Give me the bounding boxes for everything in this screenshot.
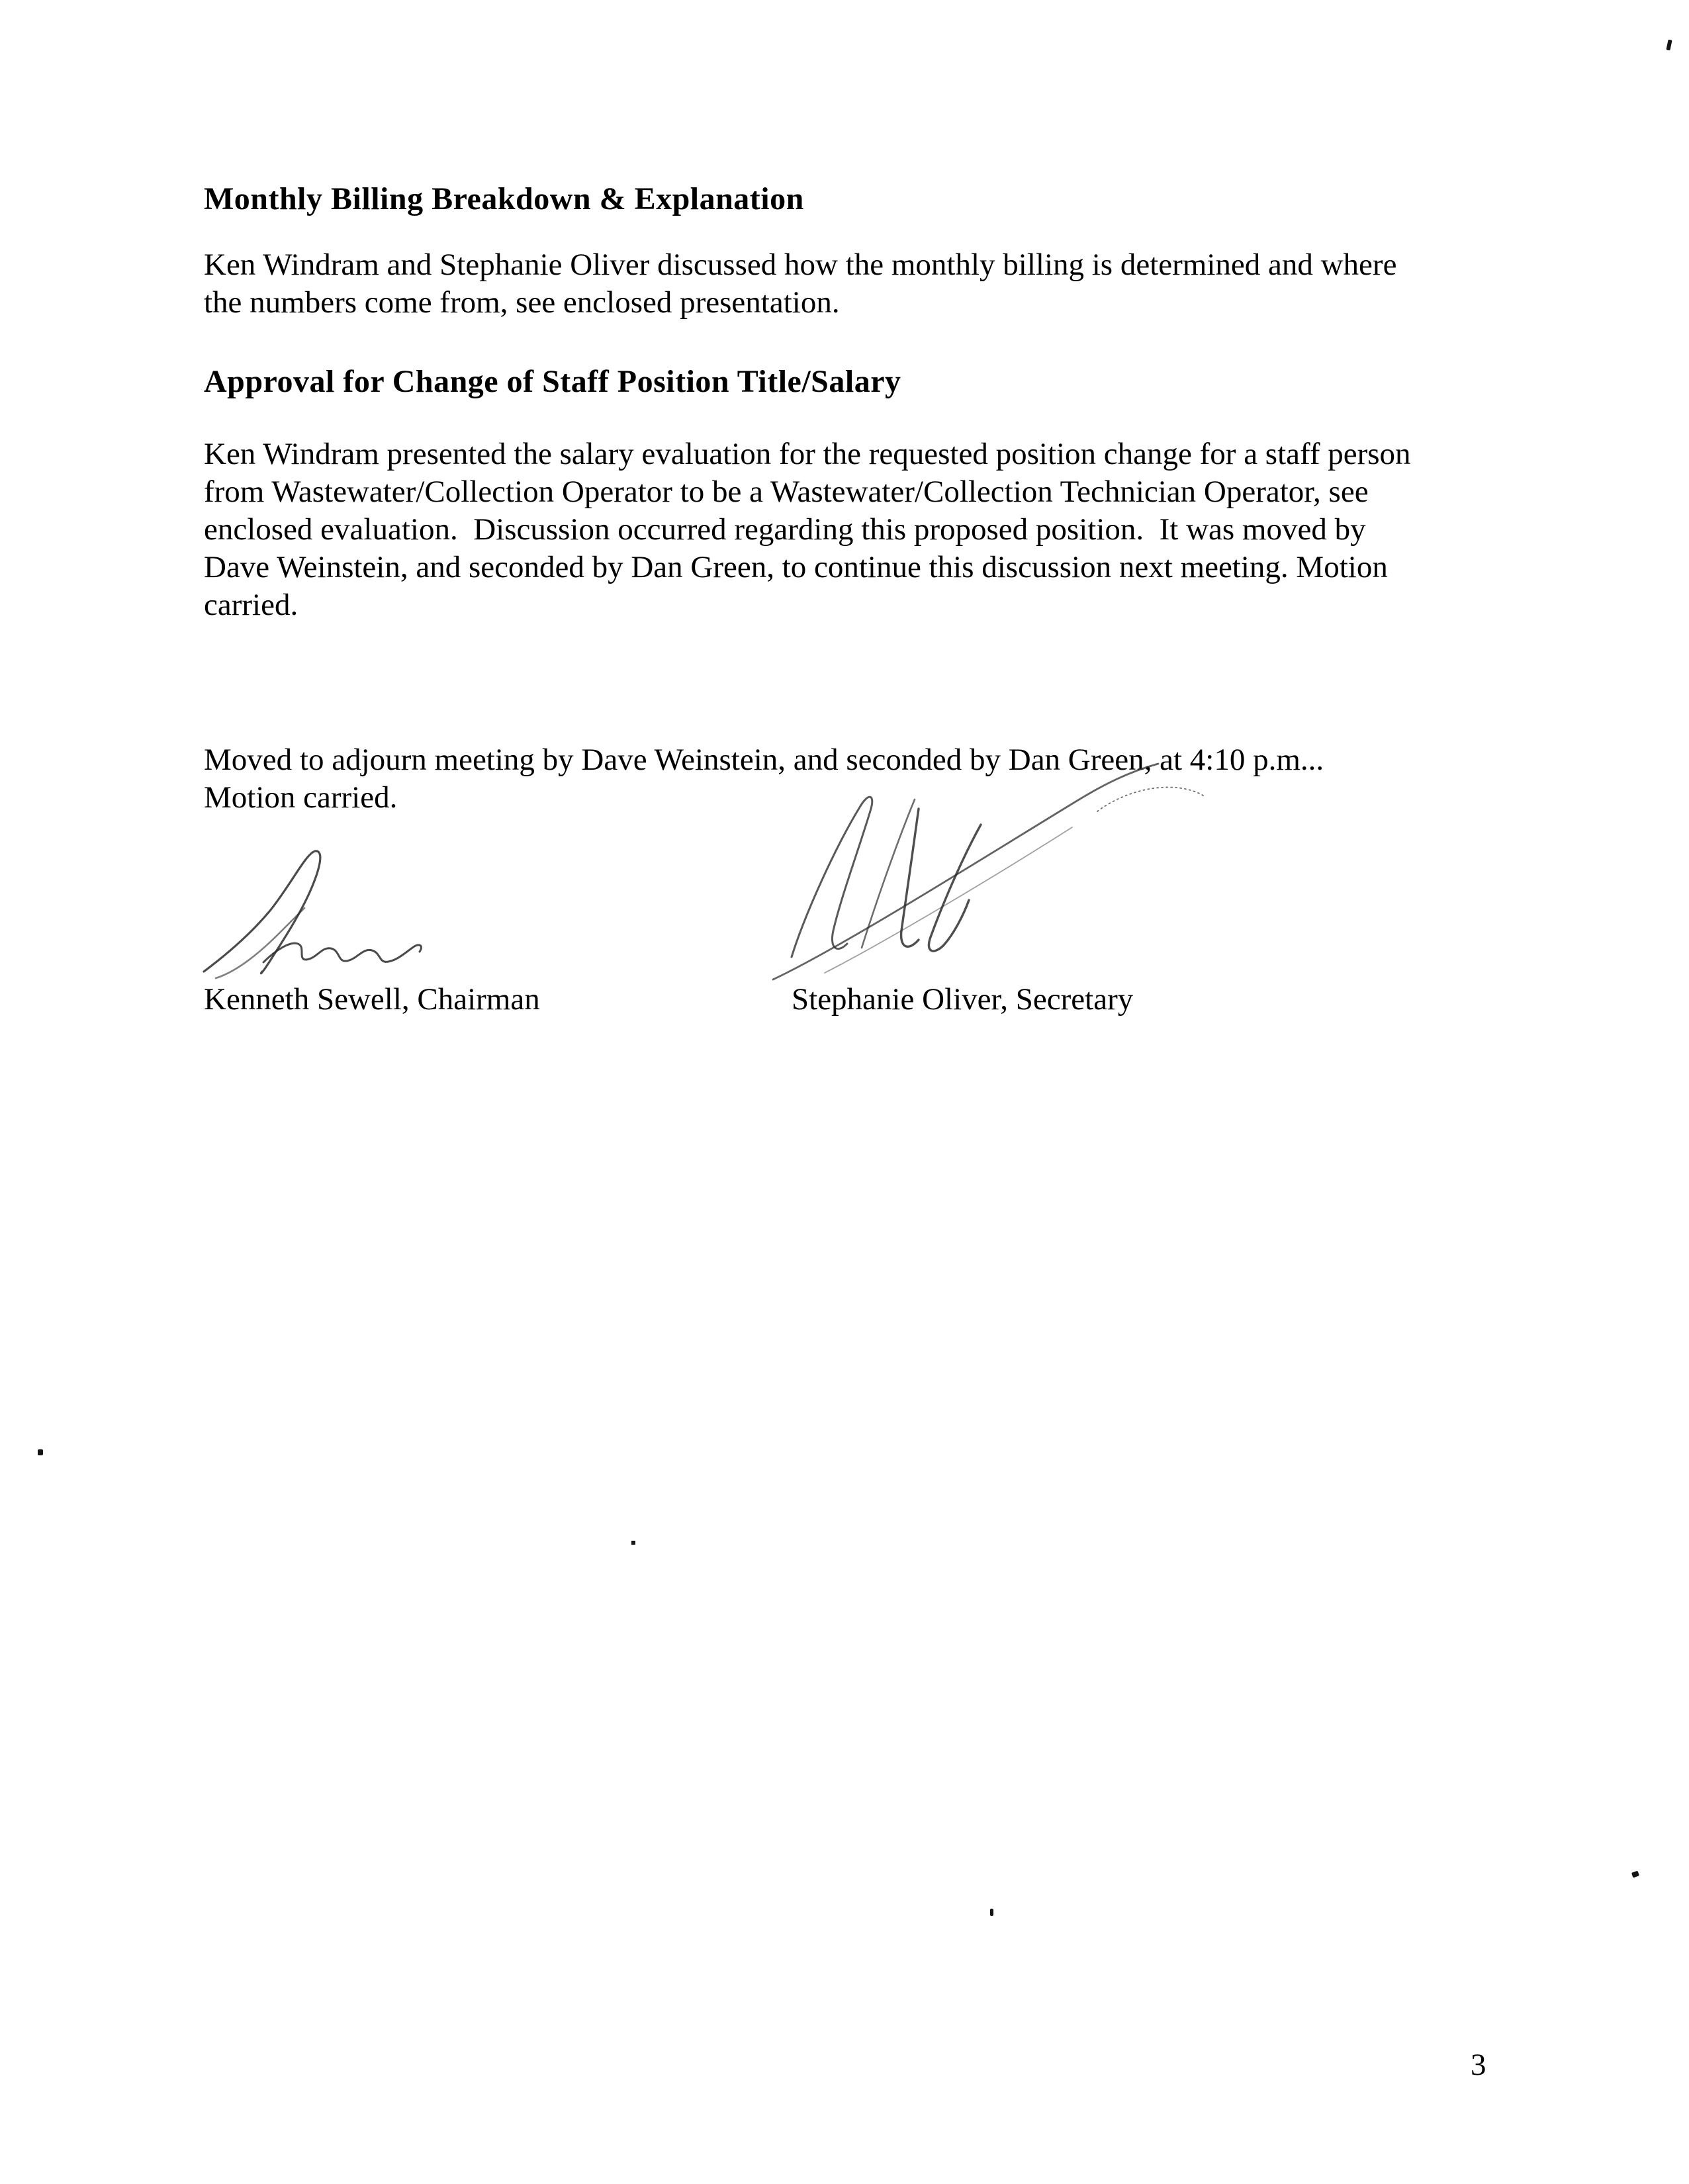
paragraph-staff-position <box>204 435 1561 624</box>
secretary-signature-image <box>761 761 1211 989</box>
paragraph-line: the numbers come from, see enclosed presentation. <box>204 285 840 320</box>
chairman-signature-label: Kenneth Sewell, Chairman <box>204 982 540 1017</box>
paragraph-monthly-billing <box>204 246 1561 322</box>
section-heading-monthly-billing: Monthly Billing Breakdown & Explanation <box>204 181 804 216</box>
paragraph-line: Ken Windram presented the salary evaluation for the requested position change for a staff person <box>204 437 1411 471</box>
paragraph-line: enclosed evaluation. Discussion occurred regarding this proposed position. It was moved by <box>204 512 1366 547</box>
paragraph-line: from Wastewater/Collection Operator to be a Wastewater/Collection Technician Operator, see <box>204 475 1369 509</box>
scan-speck <box>990 1909 993 1916</box>
scan-speck <box>1631 1871 1639 1878</box>
secretary-signature-label: Stephanie Oliver, Secretary <box>792 982 1134 1017</box>
paragraph-line: Moved to adjourn meeting by Dave Weinstein, and seconded by Dan Green, at 4:10 p.m... <box>204 743 1324 777</box>
chairman-signature-image <box>199 842 463 981</box>
section-heading-staff-position: Approval for Change of Staff Position Title/Salary <box>204 364 901 399</box>
scan-speck <box>38 1449 43 1455</box>
page-number: 3 <box>1471 2048 1486 2082</box>
paragraph-line: carried. <box>204 588 298 622</box>
scan-speck <box>631 1541 635 1545</box>
paragraph-line: Dave Weinstein, and seconded by Dan Green, to continue this discussion next meeting. Motion <box>204 550 1388 584</box>
scan-speck <box>1666 40 1672 51</box>
paragraph-line: Motion carried. <box>204 780 398 815</box>
paragraph-line: Ken Windram and Stephanie Oliver discussed how the monthly billing is determined and where <box>204 248 1397 282</box>
